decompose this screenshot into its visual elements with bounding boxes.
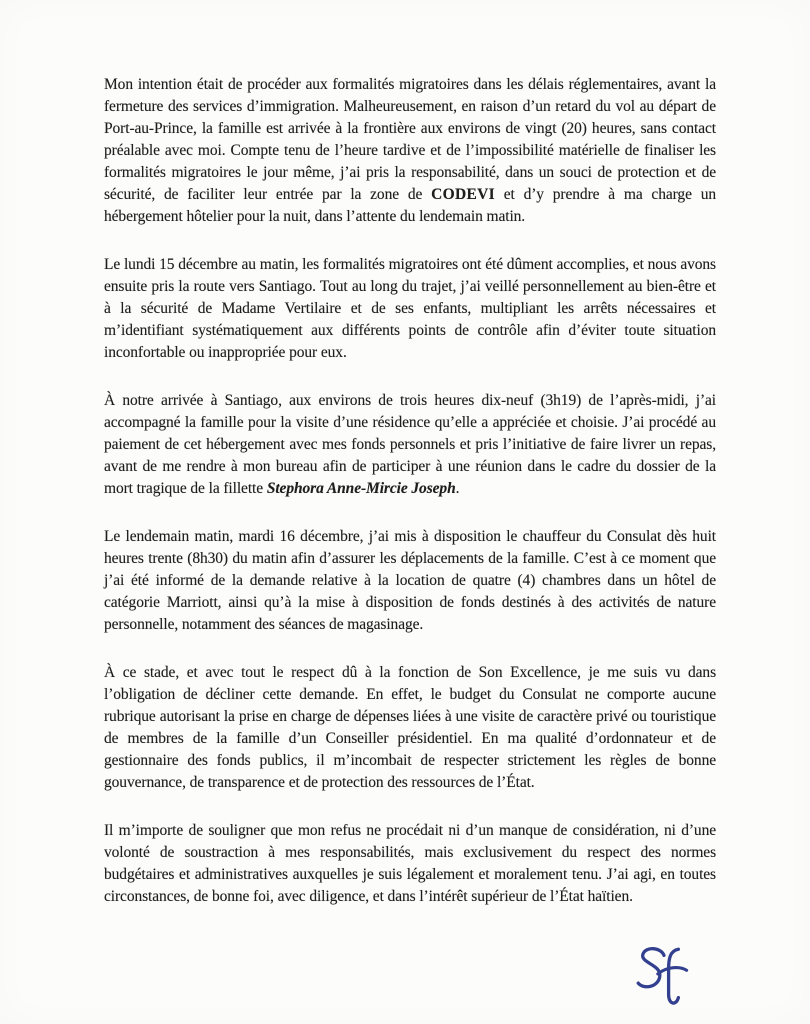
paragraph-6 — [104, 820, 716, 908]
text-segment: À notre arrivée à Santiago, aux environs de trois heures dix-neuf (3h19) de l’après-midi, j’ai accompagné la famille pour la visite d’une résidence qu’elle a appréciée et choisie. J’ai procédé au paiement de cet hébergement avec mes fonds personnels et pris l’initiative de faire livrer un repas, avant de me rendre à mon bureau afin de participer à une réunion dans le cadre du dossier de la mort tragique de la fillette — [104, 392, 716, 497]
text-segment: . — [455, 480, 460, 497]
emphasized-text: CODEVI — [431, 186, 495, 203]
signature-s-stroke — [638, 949, 664, 987]
text-segment: Il m’importe de souligner que mon refus ne procédait ni d’un manque de considération, ni d’une volonté de soustraction à mes responsabilités, mais exclusivement du respect des normes budgétaires et administratives auxquelles je suis légalement et moralement tenu. J’ai agi, en toutes circonstances, de bonne foi, avec diligence, et dans l’intérêt supérieur de l’État haïtien. — [104, 822, 716, 905]
text-segment: Le lendemain matin, mardi 16 décembre, j’ai mis à disposition le chauffeur du Consulat dès huit heures trente (8h30) du matin afin d’assurer les déplacements de la famille. C’est à ce moment que j’ai été informé de la demande relative à la location de quatre (4) chambres dans un hôtel de catégorie Marriott, ainsi qu’à la mise à disposition de fonds destinés à des activités de nature personnelle, notamment des séances de magasinage. — [104, 528, 716, 633]
signature-ink-icon — [630, 942, 700, 1012]
signature-f-cross-stroke — [658, 968, 687, 974]
emphasized-text: Stephora Anne-Mircie Joseph — [266, 480, 456, 497]
signature-f-stem-stroke — [669, 949, 679, 1003]
signature-initials — [630, 942, 700, 1012]
letter-body — [104, 74, 716, 934]
text-segment: et d’y prendre à ma charge un hébergement hôtelier pour la nuit, dans l’attente du lendemain matin. — [104, 186, 716, 225]
text-segment: Le lundi 15 décembre au matin, les formalités migratoires ont été dûment accomplies, et nous avons ensuite pris la route vers Santiago. Tout au long du trajet, j’ai veillé personnellement au bien-être et à la sécurité de Madame Vertilaire et de ses enfants, multipliant les arrêts nécessaires et m’identifiant systématiquement aux différents points de contrôle afin d’éviter toute situation inconfortable ou inappropriée pour eux. — [104, 256, 716, 361]
paragraph-2 — [104, 254, 716, 364]
text-segment: À ce stade, et avec tout le respect dû à la fonction de Son Excellence, je me suis vu dans l’obligation de décliner cette demande. En effet, le budget du Consulat ne comporte aucune rubrique autorisant la prise en charge de dépenses liées à une visite de caractère privé ou touristique de membres de la famille d’un Conseiller présidentiel. En ma qualité d’ordonnateur et de gestionnaire des fonds publics, il m’incombait de respecter strictement les règles de bonne gouvernance, de transparence et de protection des ressources de l’État. — [104, 664, 716, 791]
paragraph-5 — [104, 662, 716, 794]
paragraph-4 — [104, 526, 716, 636]
paragraph-1 — [104, 74, 716, 228]
paragraph-3 — [104, 390, 716, 500]
text-segment: Mon intention était de procéder aux formalités migratoires dans les délais réglementaires, avant la fermeture des services d’immigration. Malheureusement, en raison d’un retard du vol au départ de Port-au-Prince, la famille est arrivée à la frontière aux environs de vingt (20) heures, sans contact préalable avec moi. Compte tenu de l’heure tardive et de l’impossibilité matérielle de finaliser les formalités migratoires le jour même, j’ai pris la responsabilité, dans un souci de protection et de sécurité, de faciliter leur entrée par la zone de — [104, 76, 716, 203]
